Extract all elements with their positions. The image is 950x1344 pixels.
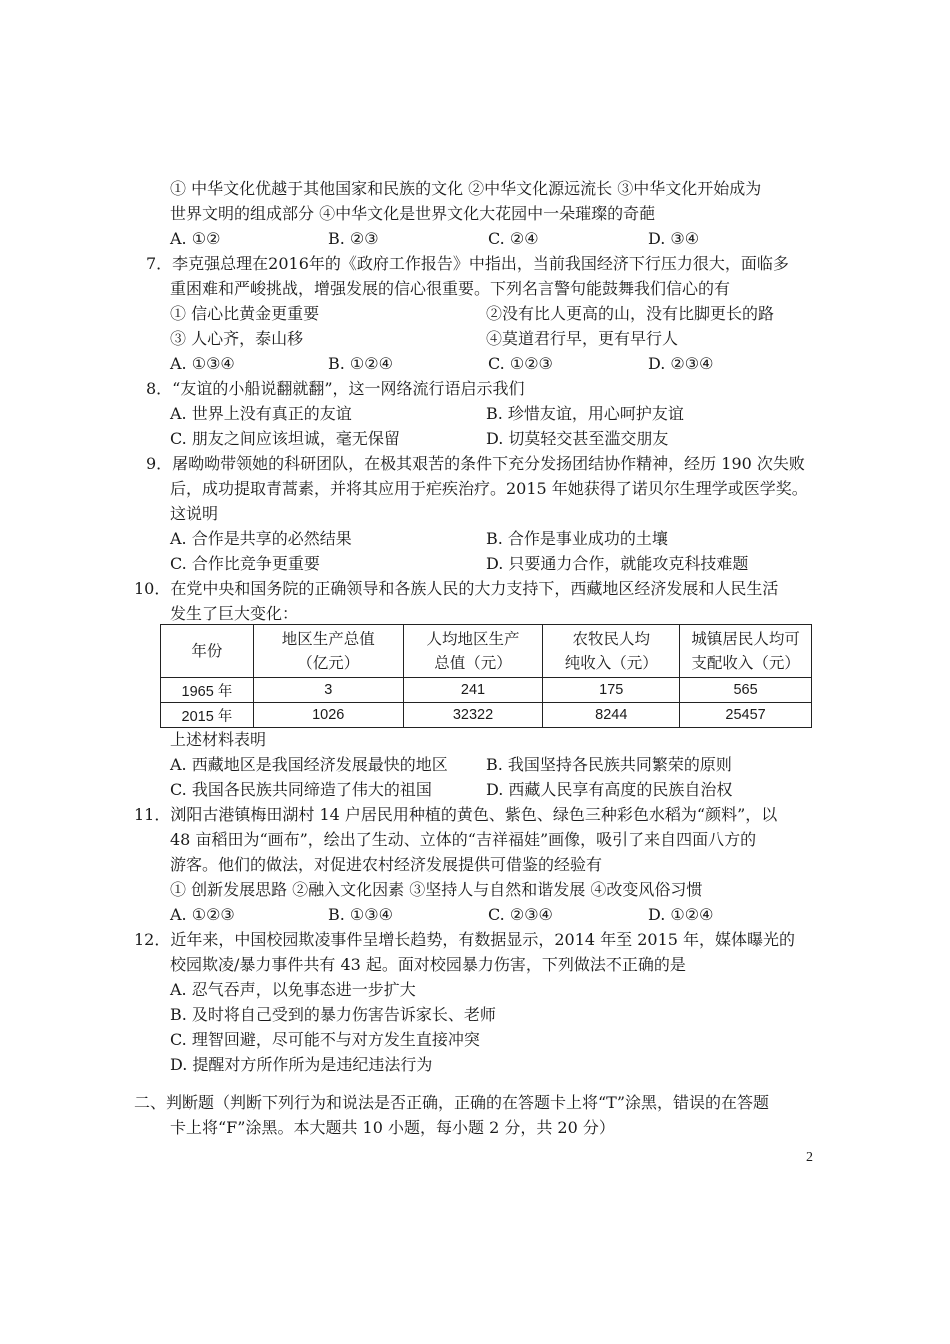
table-cell: 32322 xyxy=(403,703,543,728)
table-cell: 1965 年 xyxy=(161,678,254,703)
header-urban-income: 城镇居民人均可 支配收入（元） xyxy=(680,625,812,678)
table-cell: 1026 xyxy=(253,703,403,728)
q8-choice-d: D. 切莫轻交甚至滥交朋友 xyxy=(486,429,669,448)
table-row xyxy=(161,703,812,728)
table-cell: 175 xyxy=(543,678,680,703)
q11-stem-line-3: 游客。他们的做法，对促进农村经济发展提供可借鉴的经验有 xyxy=(170,855,603,874)
q10-stem-line-2: 发生了巨大变化： xyxy=(170,604,299,623)
tibet-data-table xyxy=(160,624,812,728)
q6-option-line-1: ① 中华文化优越于其他国家和民族的文化 ②中华文化源远流长 ③中华文化开始成为 xyxy=(170,179,762,198)
q6-choice-c: C. ②④ xyxy=(488,229,539,248)
header-gdp: 地区生产总值 （亿元） xyxy=(253,625,403,678)
section-2-heading-line-2: 卡上将“F”涂黑。本大题共 10 小题，每小题 2 分，共 20 分） xyxy=(170,1118,615,1137)
q12-choice-a: A. 忍气吞声，以免事态进一步扩大 xyxy=(170,980,416,999)
header-year: 年份 xyxy=(161,625,254,678)
table-cell: 565 xyxy=(680,678,812,703)
q10-choice-a: A. 西藏地区是我国经济发展最快的地区 xyxy=(170,755,448,774)
q7-choice-c: C. ①②③ xyxy=(488,354,553,373)
table-cell: 241 xyxy=(403,678,543,703)
table-header-row xyxy=(161,625,812,678)
q7-choice-a: A. ①③④ xyxy=(170,354,235,373)
q9-choice-a: A. 合作是共享的必然结果 xyxy=(170,529,352,548)
q9-stem-line-2: 后，成功提取青蒿素，并将其应用于疟疾治疗。2015 年她获得了诺贝尔生理学或医学奖。 xyxy=(170,479,808,498)
q9-stem-line-1: 9．屠呦呦带领她的科研团队，在极其艰苦的条件下充分发扬团结协作精神，经历 190 次失败 xyxy=(146,454,805,473)
q12-stem-line-2: 校园欺凌/暴力事件共有 43 起。面对校园暴力伤害，下列做法不正确的是 xyxy=(170,955,686,974)
q10-choice-d: D. 西藏人民享有高度的民族自治权 xyxy=(486,780,733,799)
table-cell: 8244 xyxy=(543,703,680,728)
q7-choice-d: D. ②③④ xyxy=(648,354,714,373)
table-cell: 25457 xyxy=(680,703,812,728)
q11-choice-b: B. ①③④ xyxy=(328,905,393,924)
table-cell: 2015 年 xyxy=(161,703,254,728)
q7-option-1: ① 信心比黄金更重要 xyxy=(170,304,320,323)
q7-choice-b: B. ①②④ xyxy=(328,354,393,373)
q6-option-line-2: 世界文明的组成部分 ④中华文化是世界文化大花园中一朵璀璨的奇葩 xyxy=(170,204,656,223)
q11-choice-a: A. ①②③ xyxy=(170,905,235,924)
q10-after-table: 上述材料表明 xyxy=(170,730,267,749)
q12-choice-c: C. 理智回避，尽可能不与对方发生直接冲突 xyxy=(170,1030,480,1049)
q9-choice-d: D. 只要通力合作，就能攻克科技难题 xyxy=(486,554,749,573)
q11-choice-d: D. ①②④ xyxy=(648,905,714,924)
q7-stem-line-1: 7．李克强总理在2016年的《政府工作报告》中指出，当前我国经济下行压力很大，面临多 xyxy=(146,254,789,273)
q9-stem-line-3: 这说明 xyxy=(170,504,219,523)
header-gdp-per-capita: 人均地区生产 总值（元） xyxy=(403,625,543,678)
q11-choice-c: C. ②③④ xyxy=(488,905,553,924)
table-row xyxy=(161,678,812,703)
q10-choice-c: C. 我国各民族共同缔造了伟大的祖国 xyxy=(170,780,432,799)
q12-choice-d: D. 提醒对方所作所为是违纪违法行为 xyxy=(170,1055,433,1074)
q12-choice-b: B. 及时将自己受到的暴力伤害告诉家长、老师 xyxy=(170,1005,496,1024)
q6-choice-d: D. ③④ xyxy=(648,229,700,248)
q11-stem-line-1: 11．浏阳古港镇梅田湖村 14 户居民用种植的黄色、紫色、绿色三种彩色水稻为“颜料”，以 xyxy=(134,805,778,824)
q7-stem-line-2: 重困难和严峻挑战，增强发展的信心很重要。下列名言警句能鼓舞我们信心的有 xyxy=(170,279,731,298)
q7-option-2: ②没有比人更高的山，没有比脚更长的路 xyxy=(486,304,775,323)
q8-choice-c: C. 朋友之间应该坦诚，毫无保留 xyxy=(170,429,400,448)
q11-stem-line-2: 48 亩稻田为“画布”，绘出了生动、立体的“吉祥福娃”画像，吸引了来自四面八方的 xyxy=(170,830,757,849)
header-rural-income: 农牧民人均 纯收入（元） xyxy=(543,625,680,678)
q12-stem-line-1: 12．近年来，中国校园欺凌事件呈增长趋势，有数据显示，2014 年至 2015 年，媒体曝光的 xyxy=(134,930,796,949)
q10-choice-b: B. 我国坚持各民族共同繁荣的原则 xyxy=(486,755,732,774)
page-number: 2 xyxy=(806,1150,813,1165)
q6-choice-a: A. ①② xyxy=(170,229,221,248)
table-cell: 3 xyxy=(253,678,403,703)
q11-options: ① 创新发展思路 ②融入文化因素 ③坚持人与自然和谐发展 ④改变风俗习惯 xyxy=(170,880,703,899)
q8-choice-a: A. 世界上没有真正的友谊 xyxy=(170,404,352,423)
q9-choice-b: B. 合作是事业成功的土壤 xyxy=(486,529,668,548)
q10-stem-line-1: 10．在党中央和国务院的正确领导和各族人民的大力支持下，西藏地区经济发展和人民生活 xyxy=(134,579,779,598)
section-2-heading-line-1: 二、判断题（判断下列行为和说法是否正确，正确的在答题卡上将“T”涂黑，错误的在答题 xyxy=(134,1093,770,1112)
q8-choice-b: B. 珍惜友谊，用心呵护友谊 xyxy=(486,404,684,423)
q7-option-3: ③ 人心齐，泰山移 xyxy=(170,329,304,348)
q9-choice-c: C. 合作比竞争更重要 xyxy=(170,554,320,573)
q8-stem: 8．“友谊的小船说翻就翻”，这一网络流行语启示我们 xyxy=(146,379,525,398)
q6-choice-b: B. ②③ xyxy=(328,229,379,248)
q7-option-4: ④莫道君行早，更有早行人 xyxy=(486,329,679,348)
